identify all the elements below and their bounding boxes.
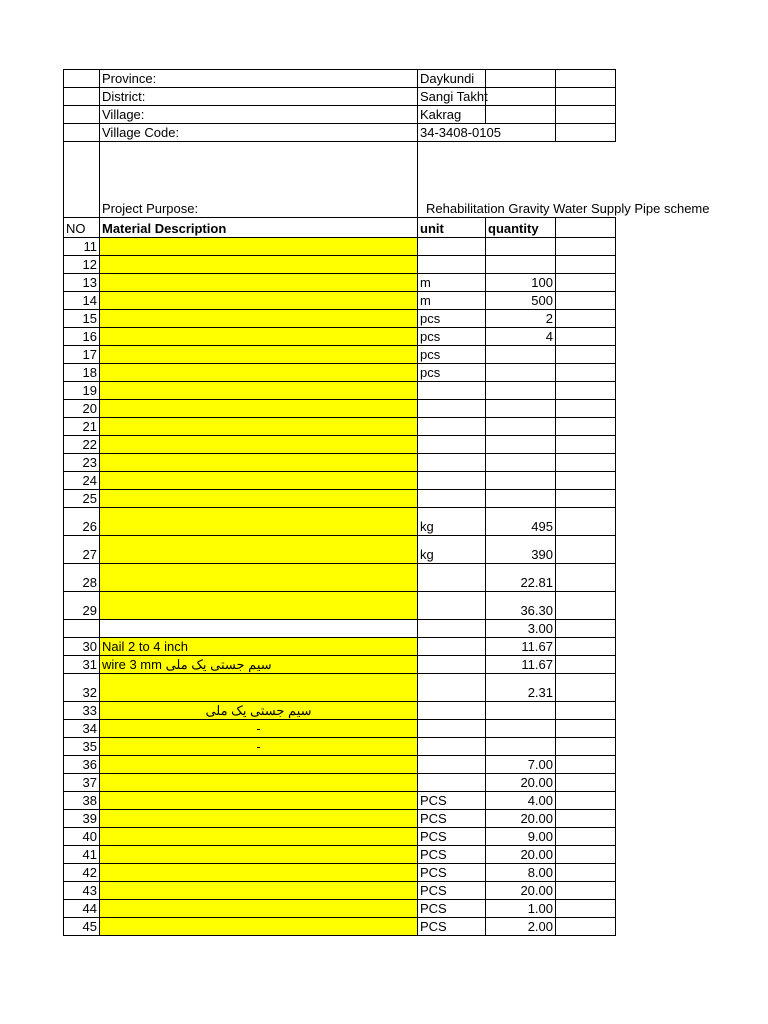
cell[interactable] bbox=[556, 702, 616, 720]
description-cell[interactable] bbox=[100, 882, 418, 900]
description-cell[interactable] bbox=[100, 918, 418, 936]
description-cell[interactable] bbox=[100, 256, 418, 274]
unit-cell[interactable] bbox=[418, 756, 486, 774]
province-value[interactable]: Daykundi bbox=[418, 70, 486, 88]
cell[interactable] bbox=[556, 124, 616, 142]
unit-cell[interactable]: PCS bbox=[418, 900, 486, 918]
cell[interactable] bbox=[64, 142, 100, 218]
quantity-cell[interactable]: 7.00 bbox=[486, 756, 556, 774]
unit-cell[interactable] bbox=[418, 702, 486, 720]
row-number: 14 bbox=[64, 292, 100, 310]
quantity-cell[interactable]: 3.00 bbox=[486, 620, 556, 638]
table-row bbox=[64, 472, 616, 490]
project-purpose-row bbox=[64, 142, 616, 218]
row-number: 36 bbox=[64, 756, 100, 774]
cell[interactable] bbox=[556, 828, 616, 846]
cell[interactable] bbox=[556, 918, 616, 936]
village-row bbox=[64, 106, 616, 124]
cell[interactable] bbox=[556, 620, 616, 638]
cell[interactable] bbox=[556, 720, 616, 738]
unit-cell[interactable] bbox=[418, 738, 486, 756]
quantity-cell[interactable] bbox=[486, 472, 556, 490]
description-cell[interactable] bbox=[100, 620, 418, 638]
row-number: 44 bbox=[64, 900, 100, 918]
header-unit: unit bbox=[418, 218, 486, 238]
description-cell[interactable]: Nail 2 to 4 inch bbox=[100, 638, 418, 656]
quantity-cell[interactable]: 11.67 bbox=[486, 638, 556, 656]
table-row bbox=[64, 382, 616, 400]
village-code-label: Village Code: bbox=[100, 124, 418, 142]
cell[interactable] bbox=[556, 382, 616, 400]
table-row bbox=[64, 846, 616, 864]
table-row bbox=[64, 674, 616, 702]
table-row bbox=[64, 400, 616, 418]
district-row bbox=[64, 88, 616, 106]
quantity-cell[interactable]: 495 bbox=[486, 508, 556, 536]
row-number: 33 bbox=[64, 702, 100, 720]
table-row bbox=[64, 720, 616, 738]
table-row bbox=[64, 292, 616, 310]
quantity-cell[interactable]: 2.31 bbox=[486, 674, 556, 702]
unit-cell[interactable] bbox=[418, 382, 486, 400]
quantity-cell[interactable]: 11.67 bbox=[486, 656, 556, 674]
cell[interactable] bbox=[556, 418, 616, 436]
village-label: Village: bbox=[100, 106, 418, 124]
row-number: 16 bbox=[64, 328, 100, 346]
cell[interactable] bbox=[556, 454, 616, 472]
unit-cell[interactable] bbox=[418, 436, 486, 454]
table-row bbox=[64, 310, 616, 328]
cell[interactable] bbox=[556, 274, 616, 292]
unit-cell[interactable] bbox=[418, 454, 486, 472]
description-cell[interactable] bbox=[100, 508, 418, 536]
table-row bbox=[64, 238, 616, 256]
province-label: Province: bbox=[100, 70, 418, 88]
description-cell[interactable] bbox=[100, 346, 418, 364]
cell[interactable] bbox=[556, 774, 616, 792]
description-cell[interactable] bbox=[100, 774, 418, 792]
cell[interactable] bbox=[556, 238, 616, 256]
quantity-cell[interactable] bbox=[486, 400, 556, 418]
quantity-cell[interactable] bbox=[486, 256, 556, 274]
province-row bbox=[64, 70, 616, 88]
unit-cell[interactable] bbox=[418, 564, 486, 592]
header-row bbox=[64, 218, 616, 238]
description-cell[interactable] bbox=[100, 436, 418, 454]
row-number: 37 bbox=[64, 774, 100, 792]
material-sheet bbox=[63, 69, 710, 936]
unit-cell[interactable]: kg bbox=[418, 508, 486, 536]
unit-cell[interactable] bbox=[418, 238, 486, 256]
quantity-cell[interactable] bbox=[486, 436, 556, 454]
quantity-cell[interactable]: 2 bbox=[486, 310, 556, 328]
cell[interactable] bbox=[556, 656, 616, 674]
table-row bbox=[64, 702, 616, 720]
table-row bbox=[64, 918, 616, 936]
unit-cell[interactable]: kg bbox=[418, 536, 486, 564]
row-number: 23 bbox=[64, 454, 100, 472]
quantity-cell[interactable] bbox=[486, 364, 556, 382]
cell[interactable] bbox=[556, 882, 616, 900]
description-cell[interactable] bbox=[100, 828, 418, 846]
cell[interactable] bbox=[556, 328, 616, 346]
cell[interactable] bbox=[556, 472, 616, 490]
quantity-cell[interactable]: 20.00 bbox=[486, 774, 556, 792]
cell[interactable] bbox=[556, 88, 616, 106]
cell[interactable] bbox=[556, 846, 616, 864]
row-number: 38 bbox=[64, 792, 100, 810]
cell[interactable] bbox=[64, 124, 100, 142]
cell[interactable] bbox=[556, 364, 616, 382]
unit-cell[interactable] bbox=[418, 472, 486, 490]
quantity-cell[interactable] bbox=[486, 490, 556, 508]
row-number: 24 bbox=[64, 472, 100, 490]
quantity-cell[interactable]: 2.00 bbox=[486, 918, 556, 936]
description-cell[interactable] bbox=[100, 292, 418, 310]
table-row bbox=[64, 346, 616, 364]
cell[interactable] bbox=[556, 810, 616, 828]
cell[interactable] bbox=[556, 346, 616, 364]
unit-cell[interactable]: pcs bbox=[418, 328, 486, 346]
quantity-cell[interactable] bbox=[486, 238, 556, 256]
cell[interactable] bbox=[64, 88, 100, 106]
table-row bbox=[64, 274, 616, 292]
quantity-cell[interactable] bbox=[486, 454, 556, 472]
cell[interactable] bbox=[556, 674, 616, 702]
row-number: 27 bbox=[64, 536, 100, 564]
unit-cell[interactable] bbox=[418, 720, 486, 738]
cell[interactable] bbox=[556, 564, 616, 592]
table-row bbox=[64, 490, 616, 508]
unit-cell[interactable]: pcs bbox=[418, 346, 486, 364]
table-row bbox=[64, 756, 616, 774]
description-cell[interactable] bbox=[100, 454, 418, 472]
table-row bbox=[64, 256, 616, 274]
unit-cell[interactable] bbox=[418, 400, 486, 418]
cell[interactable] bbox=[556, 106, 616, 124]
description-cell[interactable] bbox=[100, 864, 418, 882]
table-row bbox=[64, 810, 616, 828]
description-cell[interactable] bbox=[100, 756, 418, 774]
table-row bbox=[64, 656, 616, 674]
description-cell[interactable] bbox=[100, 418, 418, 436]
table-row bbox=[64, 864, 616, 882]
row-number: 25 bbox=[64, 490, 100, 508]
description-cell[interactable] bbox=[100, 536, 418, 564]
description-fa: سیم جستی یک ملی bbox=[165, 657, 272, 672]
cell[interactable] bbox=[556, 508, 616, 536]
village-code-value[interactable]: 34-3408-0105 bbox=[418, 124, 556, 142]
quantity-cell[interactable]: 500 bbox=[486, 292, 556, 310]
table-row bbox=[64, 792, 616, 810]
table-row bbox=[64, 436, 616, 454]
unit-cell[interactable] bbox=[418, 418, 486, 436]
description-cell[interactable]: - bbox=[100, 720, 418, 738]
table-row bbox=[64, 592, 616, 620]
cell[interactable] bbox=[556, 536, 616, 564]
description-en: wire 3 mm bbox=[102, 657, 162, 672]
row-number: 42 bbox=[64, 864, 100, 882]
row-number: 43 bbox=[64, 882, 100, 900]
description-cell[interactable] bbox=[100, 846, 418, 864]
row-number: 40 bbox=[64, 828, 100, 846]
unit-cell[interactable]: PCS bbox=[418, 792, 486, 810]
description-cell[interactable] bbox=[100, 810, 418, 828]
village-value[interactable]: Kakrag bbox=[418, 106, 486, 124]
row-number: 21 bbox=[64, 418, 100, 436]
table-row bbox=[64, 418, 616, 436]
unit-cell[interactable]: PCS bbox=[418, 882, 486, 900]
unit-cell[interactable]: pcs bbox=[418, 310, 486, 328]
table-row bbox=[64, 364, 616, 382]
table-row bbox=[64, 328, 616, 346]
row-number: 30 bbox=[64, 638, 100, 656]
unit-cell[interactable] bbox=[418, 592, 486, 620]
cell[interactable] bbox=[556, 864, 616, 882]
description-cell[interactable] bbox=[100, 238, 418, 256]
project-purpose-value[interactable]: Rehabilitation Gravity Water Supply Pipe scheme bbox=[418, 142, 616, 218]
description-cell[interactable] bbox=[100, 328, 418, 346]
table-row bbox=[64, 454, 616, 472]
cell[interactable] bbox=[64, 70, 100, 88]
quantity-cell[interactable] bbox=[486, 720, 556, 738]
cell[interactable] bbox=[556, 792, 616, 810]
table-row bbox=[64, 738, 616, 756]
cell[interactable] bbox=[556, 738, 616, 756]
description-cell[interactable] bbox=[100, 792, 418, 810]
quantity-cell[interactable] bbox=[486, 702, 556, 720]
quantity-cell[interactable]: 9.00 bbox=[486, 828, 556, 846]
row-number: 28 bbox=[64, 564, 100, 592]
table-row bbox=[64, 508, 616, 536]
description-cell[interactable] bbox=[100, 900, 418, 918]
row-number: 11 bbox=[64, 238, 100, 256]
row-number: 12 bbox=[64, 256, 100, 274]
row-number: 31 bbox=[64, 656, 100, 674]
row-number: 17 bbox=[64, 346, 100, 364]
unit-cell[interactable] bbox=[418, 674, 486, 702]
table-row bbox=[64, 774, 616, 792]
unit-cell[interactable] bbox=[418, 256, 486, 274]
header-no: NO bbox=[64, 218, 100, 238]
table-row bbox=[64, 536, 616, 564]
description-cell[interactable]: - bbox=[100, 738, 418, 756]
unit-cell[interactable]: PCS bbox=[418, 810, 486, 828]
header-quantity: quantity bbox=[486, 218, 556, 238]
quantity-cell[interactable]: 20.00 bbox=[486, 810, 556, 828]
row-number bbox=[64, 620, 100, 638]
description-cell[interactable] bbox=[100, 674, 418, 702]
unit-cell[interactable] bbox=[418, 774, 486, 792]
cell[interactable] bbox=[556, 400, 616, 418]
unit-cell[interactable]: m bbox=[418, 274, 486, 292]
cell[interactable] bbox=[556, 70, 616, 88]
cell[interactable] bbox=[556, 292, 616, 310]
cell[interactable] bbox=[556, 256, 616, 274]
unit-cell[interactable]: PCS bbox=[418, 846, 486, 864]
description-cell[interactable] bbox=[100, 656, 418, 674]
unit-cell[interactable]: m bbox=[418, 292, 486, 310]
description-cell[interactable] bbox=[100, 310, 418, 328]
cell[interactable] bbox=[486, 70, 556, 88]
quantity-cell[interactable]: 4.00 bbox=[486, 792, 556, 810]
row-number: 32 bbox=[64, 674, 100, 702]
cell[interactable] bbox=[556, 756, 616, 774]
unit-cell[interactable] bbox=[418, 656, 486, 674]
header-material-description: Material Description bbox=[100, 218, 418, 238]
unit-cell[interactable] bbox=[418, 638, 486, 656]
quantity-cell[interactable]: 22.81 bbox=[486, 564, 556, 592]
quantity-cell[interactable]: 20.00 bbox=[486, 882, 556, 900]
quantity-cell[interactable]: 390 bbox=[486, 536, 556, 564]
description-cell[interactable] bbox=[100, 382, 418, 400]
cell[interactable] bbox=[556, 310, 616, 328]
table-row bbox=[64, 828, 616, 846]
table-row bbox=[64, 620, 616, 638]
row-number: 22 bbox=[64, 436, 100, 454]
table-row bbox=[64, 564, 616, 592]
quantity-cell[interactable]: 1.00 bbox=[486, 900, 556, 918]
table-row bbox=[64, 900, 616, 918]
quantity-cell[interactable]: 100 bbox=[486, 274, 556, 292]
row-number: 18 bbox=[64, 364, 100, 382]
unit-cell[interactable]: PCS bbox=[418, 918, 486, 936]
row-number: 26 bbox=[64, 508, 100, 536]
unit-cell[interactable]: PCS bbox=[418, 864, 486, 882]
cell[interactable] bbox=[556, 436, 616, 454]
quantity-cell[interactable] bbox=[486, 382, 556, 400]
table-row bbox=[64, 882, 616, 900]
cell[interactable] bbox=[486, 88, 556, 106]
description-cell[interactable] bbox=[100, 490, 418, 508]
description-cell[interactable] bbox=[100, 564, 418, 592]
quantity-cell[interactable] bbox=[486, 346, 556, 364]
row-number: 34 bbox=[64, 720, 100, 738]
quantity-cell[interactable] bbox=[486, 418, 556, 436]
unit-cell[interactable]: pcs bbox=[418, 364, 486, 382]
quantity-cell[interactable] bbox=[486, 738, 556, 756]
table-row bbox=[64, 638, 616, 656]
cell[interactable] bbox=[556, 638, 616, 656]
unit-cell[interactable]: PCS bbox=[418, 828, 486, 846]
cell[interactable] bbox=[556, 490, 616, 508]
project-purpose-label: Project Purpose: bbox=[100, 142, 418, 218]
quantity-cell[interactable]: 36.30 bbox=[486, 592, 556, 620]
district-label: District: bbox=[100, 88, 418, 106]
description-cell[interactable] bbox=[100, 400, 418, 418]
row-number: 15 bbox=[64, 310, 100, 328]
cell[interactable] bbox=[486, 106, 556, 124]
description-cell[interactable] bbox=[100, 274, 418, 292]
description-cell[interactable] bbox=[100, 472, 418, 490]
unit-cell[interactable] bbox=[418, 620, 486, 638]
description-cell[interactable]: سیم جستی یک ملی bbox=[100, 702, 418, 720]
quantity-cell[interactable]: 4 bbox=[486, 328, 556, 346]
cell[interactable] bbox=[556, 218, 616, 238]
village-code-row bbox=[64, 124, 616, 142]
description-cell[interactable] bbox=[100, 364, 418, 382]
cell[interactable] bbox=[64, 106, 100, 124]
quantity-cell[interactable]: 8.00 bbox=[486, 864, 556, 882]
quantity-cell[interactable]: 20.00 bbox=[486, 846, 556, 864]
unit-cell[interactable] bbox=[418, 490, 486, 508]
row-number: 20 bbox=[64, 400, 100, 418]
description-cell[interactable] bbox=[100, 592, 418, 620]
row-number: 41 bbox=[64, 846, 100, 864]
row-number: 35 bbox=[64, 738, 100, 756]
row-number: 13 bbox=[64, 274, 100, 292]
row-number: 19 bbox=[64, 382, 100, 400]
district-value[interactable]: Sangi Takht bbox=[418, 88, 486, 106]
row-number: 29 bbox=[64, 592, 100, 620]
row-number: 45 bbox=[64, 918, 100, 936]
cell[interactable] bbox=[556, 900, 616, 918]
cell[interactable] bbox=[556, 592, 616, 620]
row-number: 39 bbox=[64, 810, 100, 828]
